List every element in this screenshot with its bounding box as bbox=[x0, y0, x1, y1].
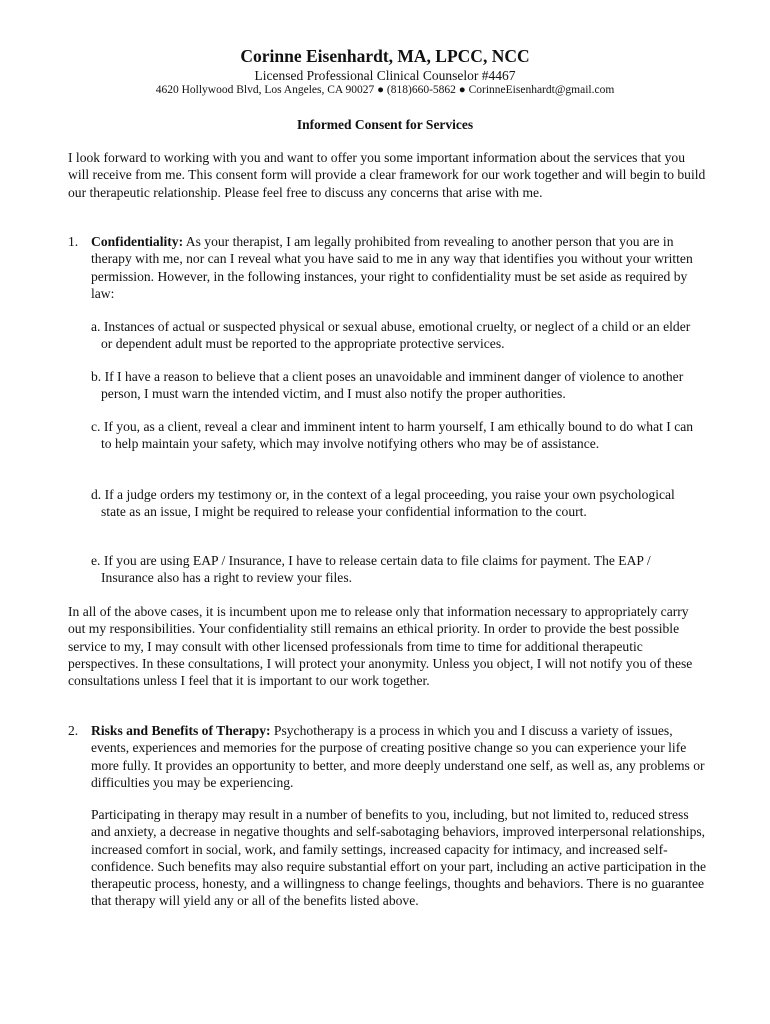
exception-d-text: d. If a judge orders my testimony or, in the context of a legal proceeding, you raise your own psychological state as an issue, I might be required to release your confidential information to the court. bbox=[91, 487, 675, 520]
section-2-heading: Risks and Benefits of Therapy: bbox=[91, 723, 271, 738]
exception-b-text: b. If I have a reason to believe that a client poses an unavoidable and imminent danger of violence to another person, I must warn the intended victim, and I must also notify the proper authorities. bbox=[91, 369, 684, 402]
counselor-license: Licensed Professional Clinical Counselor #4467 bbox=[254, 68, 516, 83]
exception-e-text: e. If you are using EAP / Insurance, I have to release certain data to file claims for payment. The EAP / Insurance also has a right to review your files. bbox=[91, 553, 651, 586]
section-1-heading: Confidentiality: bbox=[91, 234, 184, 249]
section-2-paragraph bbox=[91, 722, 708, 791]
counselor-name: Corinne Eisenhardt, MA, LPCC, NCC bbox=[240, 46, 530, 66]
confidentiality-exception-c bbox=[91, 418, 703, 453]
section-1-number: 1. bbox=[68, 234, 79, 249]
confidentiality-exception-b bbox=[91, 368, 703, 403]
exception-a-text: a. Instances of actual or suspected physical or sexual abuse, emotional cruelty, or neglect of a child or an elder or dependent adult must be reported to the appropriate protective services. bbox=[91, 319, 691, 352]
section-2-text: Psychotherapy is a process in which you and I discuss a variety of issues, events, experiences and memories for the purpose of creating positive change so you can experience your life more fully. It provides an opportunity to better, and more deeply understand one self, as well as, any problems or difficulties you may be experiencing. bbox=[91, 723, 705, 790]
document-title: Informed Consent for Services bbox=[296, 117, 474, 132]
section-1-text: As your therapist, I am legally prohibited from revealing to another person that you are in therapy with me, nor can I reveal what you have said to me in any way that identifies you without your written permission. However, in the following instances, your right to confidentiality must be set aside as required by law: bbox=[91, 234, 693, 301]
confidentiality-exception-e bbox=[91, 552, 703, 587]
benefits-paragraph: Participating in therapy may result in a number of benefits to you, including, but not limited to, reduced stress and anxiety, a decrease in negative thoughts and self-sabotaging behaviors, improved interpersonal relationships, increased comfort in social, work, and family settings, increased capacity for intimacy, and increased self-confidence. Such benefits may also require substantial effort on your part, including an active participation in the therapeutic process, honesty, and a willingness to change feelings, thoughts and behaviors. There is no guarantee that therapy will yield any or all of the benefits listed above. bbox=[91, 807, 707, 909]
cases-paragraph: In all of the above cases, it is incumbent upon me to release only that information necessary to appropriately carry out my responsibilities. Your confidentiality still remains an ethical priority. In order to provide the best possible service to my, I may consult with other licensed professionals from time to time for additional therapeutic perspectives. In these consultations, I will protect your anonymity. Unless you object, I will not notify you of these consultations unless I feel that it is important to our work together. bbox=[68, 604, 693, 689]
counselor-contact: 4620 Hollywood Blvd, Los Angeles, CA 90027 ● (818)660-5862 ● CorinneEisenhardt@gmail.com bbox=[155, 84, 615, 96]
intro-paragraph: I look forward to working with you and want to offer you some important information about the services that you will receive from me. This consent form will provide a clear framework for our work together and will begin to build our therapeutic relationship. Please feel free to discuss any concerns that arise with me. bbox=[68, 150, 706, 200]
section-1-paragraph bbox=[91, 233, 708, 302]
confidentiality-exception-d bbox=[91, 486, 703, 521]
exception-c-text: c. If you, as a client, reveal a clear and imminent intent to harm yourself, I am ethically bound to do what I can to help maintain your safety, which may involve notifying others who may be of assistance. bbox=[91, 419, 694, 452]
confidentiality-exception-a bbox=[91, 318, 703, 353]
section-2-number: 2. bbox=[68, 723, 79, 738]
